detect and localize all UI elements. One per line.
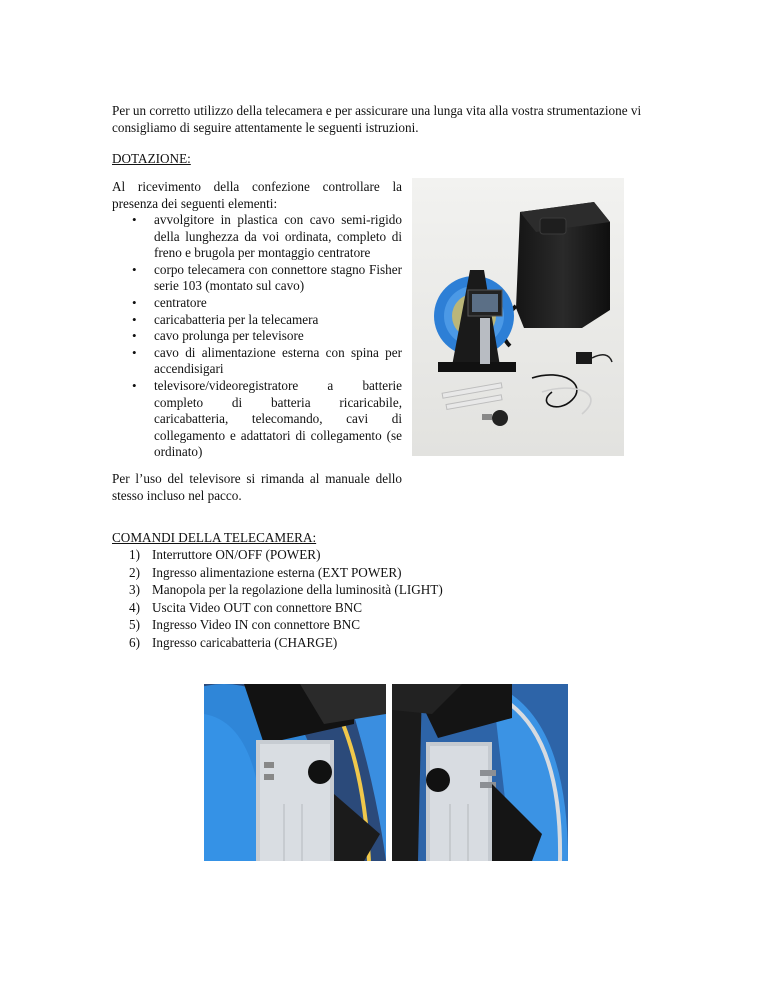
list-item: • cavo prolunga per televisore bbox=[112, 328, 402, 345]
list-item: • centratore bbox=[112, 295, 402, 312]
equipment-kit-photo bbox=[412, 178, 624, 456]
intro-paragraph: Per un corretto utilizzo della telecamera e per assicurare una lunga vita alla vostra strumentazione vi consigliamo di seguire attentamente le seguenti istruzioni. bbox=[112, 103, 642, 135]
list-text: Ingresso alimentazione esterna (EXT POWER) bbox=[152, 564, 402, 580]
list-text: Uscita Video OUT con connettore BNC bbox=[152, 599, 363, 615]
list-number: 2) bbox=[129, 564, 140, 580]
list-text: Ingresso caricabatteria (CHARGE) bbox=[152, 634, 338, 650]
list-item: • avvolgitore in plastica con cavo semi-rigido della lunghezza da voi ordinata, completo di freno e brugola per montaggio centratore bbox=[112, 212, 402, 262]
list-item bbox=[112, 546, 443, 564]
comandi-list bbox=[112, 546, 443, 652]
camera-controls-left-illustration bbox=[204, 684, 386, 861]
camera-controls-photo-right bbox=[392, 684, 568, 861]
list-number: 3) bbox=[129, 582, 140, 598]
dotazione-list bbox=[112, 212, 402, 461]
camera-controls-right-illustration bbox=[392, 684, 568, 861]
dotazione-intro: Al ricevimento della confezione controllare la presenza dei seguenti elementi: bbox=[112, 179, 402, 211]
list-number: 5) bbox=[129, 617, 140, 633]
list-item: • televisore/videoregistratore a batterie completo di batteria ricaricabile, caricabatteria, telecomando, cavi di collegamento e adattatori di collegamento (se ordinato) bbox=[112, 378, 402, 461]
list-item bbox=[112, 564, 443, 582]
dotazione-heading: DOTAZIONE: bbox=[112, 151, 191, 166]
list-item bbox=[112, 581, 443, 599]
list-number: 4) bbox=[129, 599, 140, 615]
list-item: • corpo telecamera con connettore stagno Fisher serie 103 (montato sul cavo) bbox=[112, 262, 402, 295]
equipment-kit-illustration bbox=[412, 178, 624, 456]
list-item bbox=[112, 616, 443, 634]
tv-note: Per l’uso del televisore si rimanda al manuale dello stesso incluso nel pacco. bbox=[112, 471, 402, 503]
list-number: 1) bbox=[129, 547, 140, 562]
list-text: Manopola per la regolazione della luminosità (LIGHT) bbox=[152, 582, 443, 598]
list-number: 6) bbox=[129, 634, 140, 650]
list-item bbox=[112, 634, 443, 652]
list-item: • caricabatteria per la telecamera bbox=[112, 312, 402, 329]
list-item bbox=[112, 599, 443, 617]
camera-controls-photo-left bbox=[204, 684, 386, 861]
list-text: Ingresso Video IN con connettore BNC bbox=[152, 617, 361, 633]
list-item: • cavo di alimentazione esterna con spina per accendisigari bbox=[112, 345, 402, 378]
comandi-heading: COMANDI DELLA TELECAMERA: bbox=[112, 530, 317, 545]
list-text: Interruttore ON/OFF (POWER) bbox=[152, 547, 321, 562]
